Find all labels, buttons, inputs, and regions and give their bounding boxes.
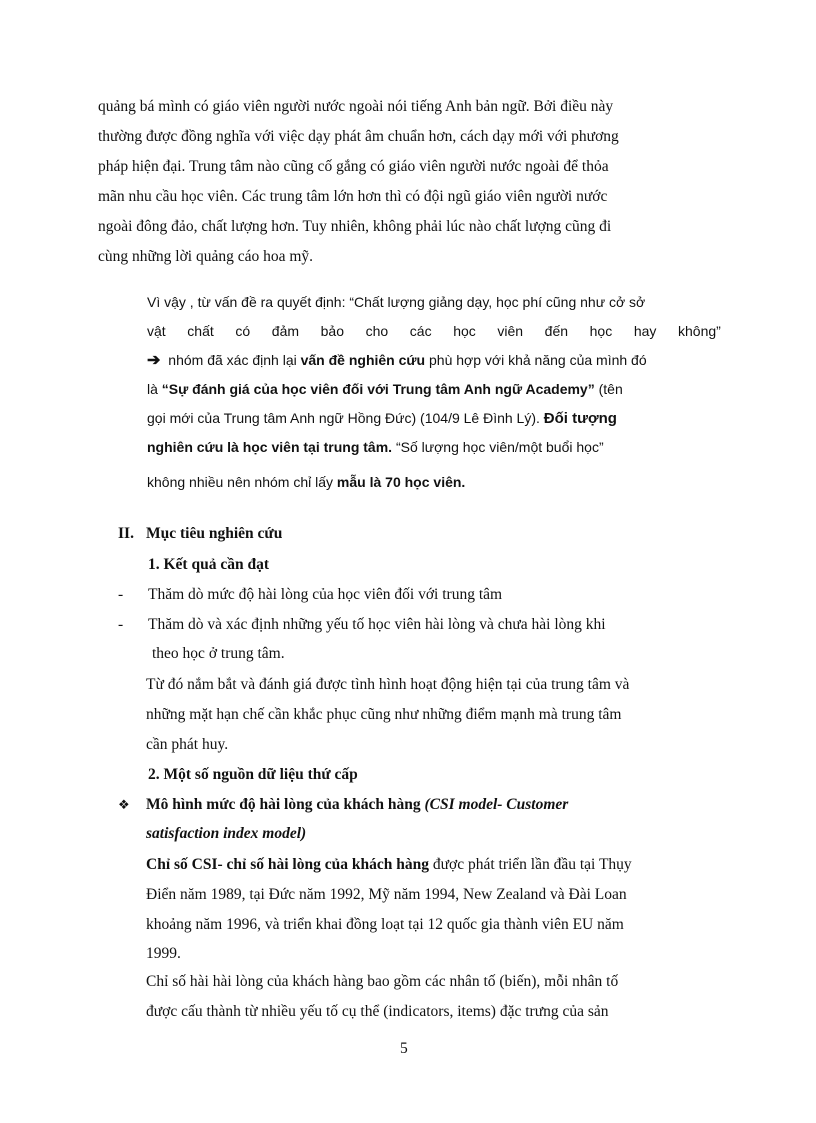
diamond-bullet-icon: ❖ xyxy=(118,797,130,812)
subsection-2-title: 2. Một số nguồn dữ liệu thứ cấp xyxy=(148,766,358,783)
bullet-2-line-1: Thăm dò và xác định những yếu tố học viên hài lòng và chưa hài lòng khi xyxy=(148,616,606,633)
problem-word: đến xyxy=(544,323,569,339)
problem-word: cho xyxy=(365,323,389,339)
csi-title-line-1: Mô hình mức độ hài lòng của khách hàng (CSI model- Customer xyxy=(146,796,569,813)
problem-word: không” xyxy=(678,323,721,339)
problem-word: các xyxy=(409,323,432,339)
subsection-1-title: 1. Kết quả cần đạt xyxy=(148,556,269,573)
problem-word: vật xyxy=(147,323,166,339)
objective-para-line-1: Từ đó nắm bắt và đánh giá được tình hình hoạt động hiện tại của trung tâm và xyxy=(146,676,630,693)
intro-line-5: ngoài đông đảo, chất lượng hơn. Tuy nhiên, không phải lúc nào chất lượng cũng đi xyxy=(98,218,612,235)
intro-line-2: thường được đồng nghĩa với việc dạy phát âm chuẩn hơn, cách dạy mới với phương xyxy=(98,128,619,145)
bullet-dash: - xyxy=(118,616,124,633)
csi-para-line-2: Điển năm 1989, tại Đức năm 1992, Mỹ năm 1994, New Zealand và Đài Loan xyxy=(146,886,627,903)
problem-line-1: Vì vậy , từ vấn đề ra quyết định: “Chất lượng giảng dạy, học phí cũng như cở sở xyxy=(147,294,646,310)
problem-word: chất xyxy=(187,323,214,339)
section-numeral: II. xyxy=(118,525,134,542)
problem-line-7: không nhiều nên nhóm chỉ lấy mẫu là 70 học viên. xyxy=(147,474,466,490)
problem-line-2 xyxy=(147,321,721,341)
page-number: 5 xyxy=(400,1040,408,1057)
problem-line-6: nghiên cứu là học viên tại trung tâm. “Số lượng học viên/một buổi học” xyxy=(147,439,604,455)
intro-line-6: cùng những lời quảng cáo hoa mỹ. xyxy=(98,248,314,265)
problem-word: viên xyxy=(497,323,524,339)
problem-line-4: là “Sự đánh giá của học viên đối với Trung tâm Anh ngữ Academy” (tên xyxy=(147,381,623,397)
objective-para-line-2: những mặt hạn chế cần khắc phục cũng như những điểm mạnh mà trung tâm xyxy=(146,706,622,723)
bullet-1: Thăm dò mức độ hài lòng của học viên đối với trung tâm xyxy=(148,586,503,603)
csi-para-line-1: Chỉ số CSI- chỉ số hài lòng của khách hàng được phát triển lần đầu tại Thụy xyxy=(146,856,632,873)
intro-line-3: pháp hiện đại. Trung tâm nào cũng cố gắng có giáo viên người nước ngoài để thỏa xyxy=(98,158,609,175)
problem-word: hay xyxy=(633,323,657,339)
bullet-2-line-2: theo học ở trung tâm. xyxy=(152,645,285,662)
csi-para-line-5: Chỉ số hài hài lòng của khách hàng bao gồm các nhân tố (biến), mỗi nhân tố xyxy=(146,973,619,990)
intro-line-1: quảng bá mình có giáo viên người nước ngoài nói tiếng Anh bản ngữ. Bởi điều này xyxy=(98,98,614,115)
csi-para-line-6: được cấu thành từ nhiều yếu tố cụ thể (indicators, items) đặc trưng của sản xyxy=(146,1003,609,1020)
problem-line-5: gọi mới của Trung tâm Anh ngữ Hồng Đức) (104/9 Lê Đình Lý). Đối tượng xyxy=(147,410,617,427)
csi-para-line-4: 1999. xyxy=(146,945,181,962)
csi-title-line-2: satisfaction index model) xyxy=(146,825,307,842)
problem-word: đảm xyxy=(271,323,300,339)
section-title: Mục tiêu nghiên cứu xyxy=(146,525,283,542)
csi-para-line-3: khoảng năm 1996, và triển khai đồng loạt tại 12 quốc gia thành viên EU năm xyxy=(146,916,624,933)
problem-word: học xyxy=(589,323,613,339)
objective-para-line-3: cần phát huy. xyxy=(146,736,229,753)
right-arrow-icon: ➔ xyxy=(147,352,161,369)
problem-word: có xyxy=(235,323,251,339)
intro-line-4: mãn nhu cầu học viên. Các trung tâm lớn hơn thì có đội ngũ giáo viên người nước xyxy=(98,188,608,205)
bullet-dash: - xyxy=(118,586,124,603)
problem-line-3: ➔ nhóm đã xác định lại vấn đề nghiên cứu phù hợp với khả năng của mình đó xyxy=(147,352,647,369)
problem-word: bảo xyxy=(320,323,344,339)
problem-word: học xyxy=(453,323,476,339)
